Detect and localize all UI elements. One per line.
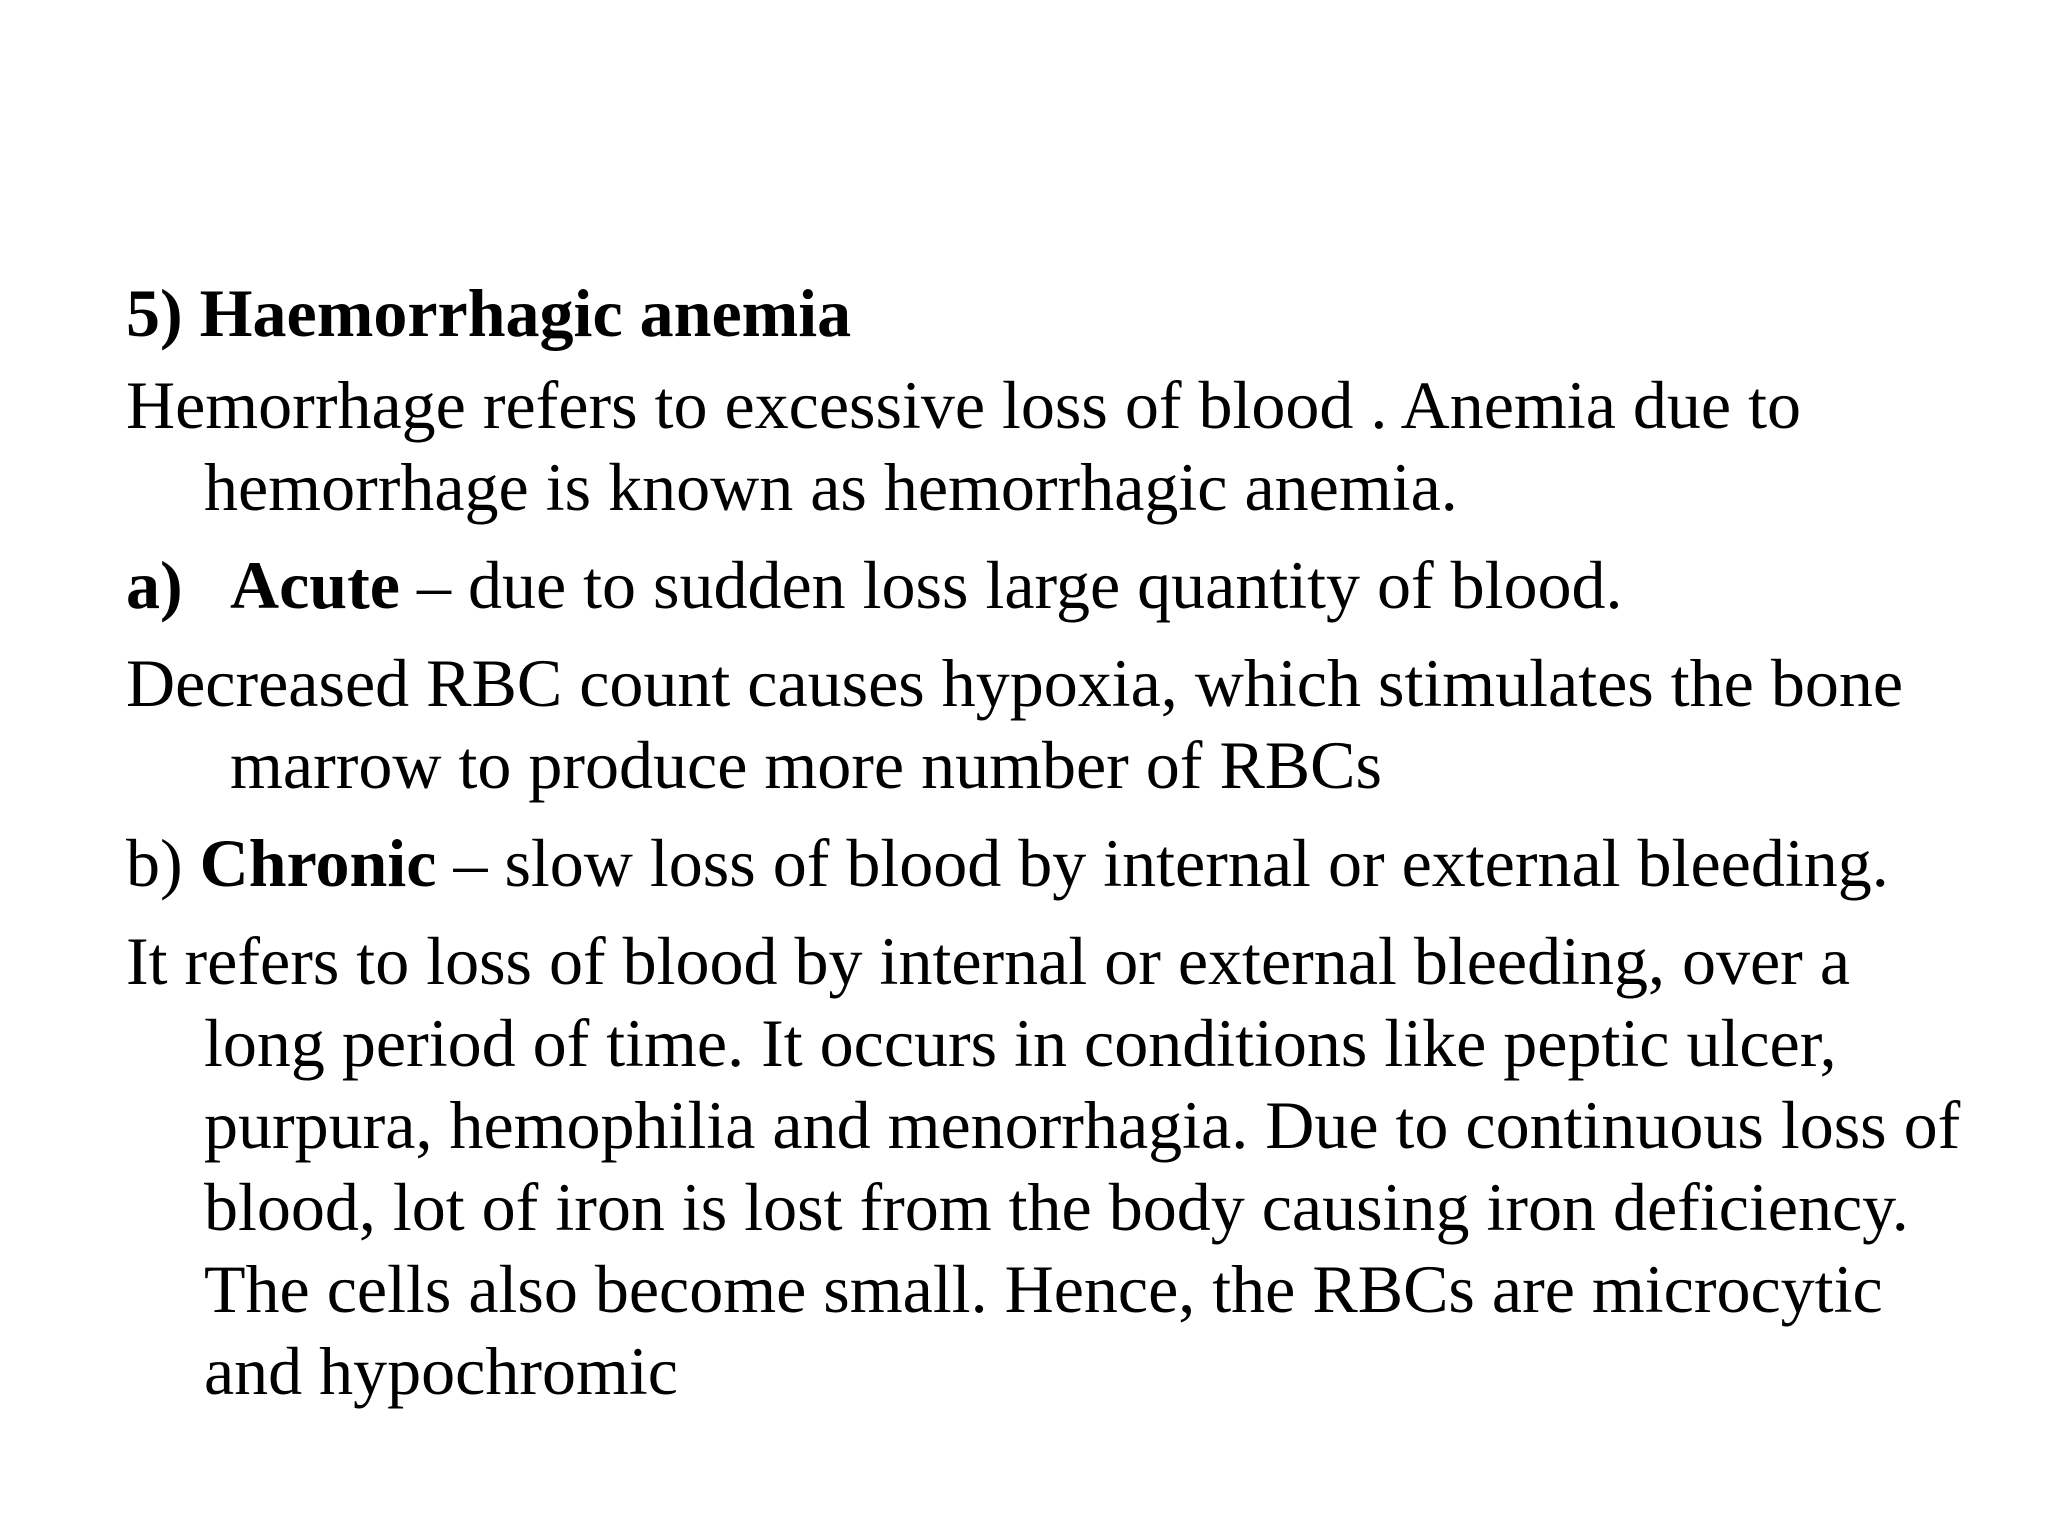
acute-term: Acute: [230, 547, 400, 623]
acute-text: – due to sudden loss large quantity of blood.: [399, 547, 1623, 623]
section-heading: [126, 272, 1986, 354]
chronic-text: – slow loss of blood by internal or external bleeding.: [436, 825, 1889, 901]
acute-marker: a): [126, 547, 183, 623]
slide-body: [126, 272, 1986, 1428]
chronic-marker: b): [126, 825, 200, 901]
chronic-detail-paragraph: It refers to loss of blood by internal or external bleeding, over a long period of time. It occurs in conditions like peptic ulcer, purpura, hemophilia and menorrhagia. Due to continuous loss of blood, lot of iron is lost from the body causing iron deficiency. The cells also become small. Hence, the RBCs are microcytic and hypochromic: [126, 923, 1961, 1409]
section-heading-text: 5) Haemorrhagic anemia: [126, 275, 852, 351]
intro-paragraph: Hemorrhage refers to excessive loss of blood . Anemia due to hemorrhage is known as hemorrhagic anemia.: [126, 367, 1801, 525]
acute-item: [126, 544, 1986, 626]
chronic-term: Chronic: [199, 825, 437, 901]
chronic-item: [126, 822, 1986, 904]
acute-detail-paragraph: Decreased RBC count causes hypoxia, which stimulates the bone marrow to produce more number of RBCs: [126, 645, 1903, 803]
